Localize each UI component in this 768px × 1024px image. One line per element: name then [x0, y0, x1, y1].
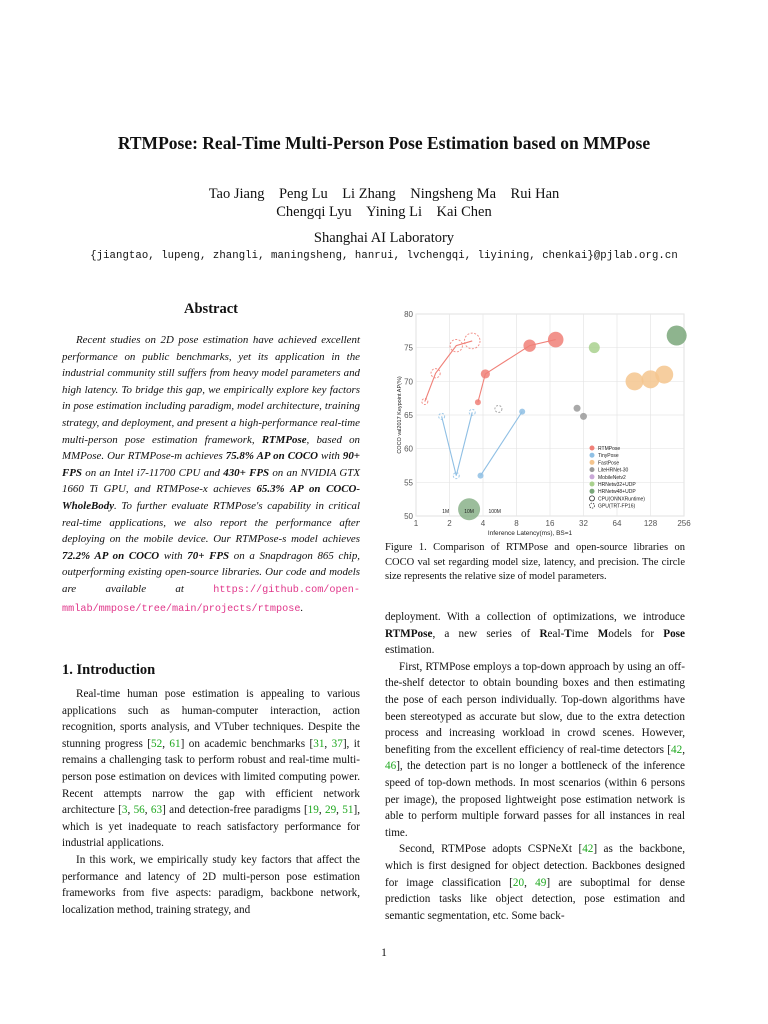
citation-link[interactable]: 29 — [324, 804, 337, 817]
section-heading-introduction: 1. Introduction — [62, 662, 156, 678]
data-point — [478, 473, 484, 479]
x-tick-label: 4 — [480, 519, 486, 528]
y-tick-label: 50 — [404, 512, 413, 521]
legend-marker — [590, 474, 595, 479]
citation-link[interactable]: 52 — [151, 737, 163, 750]
size-legend-label: 1M — [442, 509, 450, 515]
author-line-2: Chengqi Lyu Yining Li Kai Chen — [276, 204, 492, 220]
citation-link[interactable]: 51 — [342, 804, 354, 817]
x-tick-label: 2 — [447, 519, 452, 528]
right-paragraph-2: Second, RTMPose adopts CSPNeXt [42] as the backbone, which is first designed for object detection. Backbones designed for image classification [20, 49] are suboptimal for dense prediction tasks like object detection, pose estimation and semantic segmentation, etc. Some back- — [385, 843, 686, 922]
intro-paragraph-2: In this work, we empirically study key factors that affect the performance and latency of 2D multi-person pose estimation frameworks from five aspects: paradigm, backbone network, localization method, training strategy, and — [62, 853, 360, 916]
data-point — [523, 339, 535, 351]
x-tick-label: 1 — [413, 519, 419, 528]
size-legend-label: 10M — [464, 509, 474, 515]
citation-link[interactable]: 49 — [535, 876, 547, 889]
legend-marker — [590, 482, 595, 487]
paper-title: RTMPose: Real-Time Multi-Person Pose Estimation based on MMPose — [117, 133, 651, 153]
citation-link[interactable]: 46 — [385, 760, 397, 773]
y-tick-label: 75 — [404, 343, 413, 353]
legend-label: HRNetw48+UDP — [598, 489, 636, 496]
legend-marker — [590, 467, 595, 472]
page-number: 1 — [381, 947, 387, 959]
x-tick-label: 16 — [545, 519, 555, 528]
left-column-body — [62, 686, 360, 918]
legend-marker — [590, 453, 595, 458]
x-tick-label: 32 — [579, 519, 588, 528]
citation-link[interactable]: 20 — [512, 876, 525, 889]
x-tick-label: 64 — [612, 519, 622, 528]
right-paragraph-0: deployment. With a collection of optimizations, we introduce RTMPose, a new series of Real-Time Models for Pose estimation. — [385, 611, 685, 657]
citation-link[interactable]: 3 — [121, 804, 128, 817]
legend-label: RTMPose — [598, 446, 621, 452]
x-tick-label: 128 — [643, 519, 658, 528]
legend-marker — [590, 460, 595, 465]
citation-link[interactable]: 61 — [169, 737, 181, 750]
legend-label: MobileNetv2 — [598, 474, 626, 481]
data-point — [519, 409, 525, 415]
citation-link[interactable]: 37 — [331, 737, 343, 750]
scatter-chart — [392, 306, 692, 538]
citation-link[interactable]: 19 — [307, 804, 319, 817]
figure-1-caption: Figure 1. Comparison of RTMPose and open-source libraries on COCO val set regarding model size, latency, and precision. The circle size represents the relative size of model parameters. — [385, 542, 685, 583]
citation-link[interactable]: 42 — [582, 843, 594, 856]
legend-label: HRNetw32+UDP — [598, 482, 636, 488]
x-axis-label: Inference Latency(ms), BS=1 — [487, 530, 573, 537]
right-paragraph-1: First, RTMPose employs a top-down approach by using an off-the-shelf detector to obtain bounding boxes and then estimating the pose of each person individually. Top-down algorithms have been stereotyped as accurate but slow, due to the extra detection process and increasing workload in crowd scenes. However, benefiting from the excellent efficiency of real-time detectors [42, 46], the detection part is no longer a bottleneck of the inference speed of top-down methods. In most scenarios (within 6 persons per image), the proposed lightweight pose estimation network is able to perform multiple forward passes for all instances in real time. — [385, 660, 685, 839]
legend-label: GPU(TRT-FP16) — [598, 503, 636, 510]
legend-marker — [590, 446, 595, 451]
data-point — [655, 366, 673, 384]
citation-link[interactable]: 31 — [313, 737, 325, 750]
data-point — [475, 399, 481, 405]
data-point — [548, 332, 564, 348]
citation-link[interactable]: 63 — [150, 804, 163, 817]
data-point — [589, 342, 600, 353]
legend-label: CPU(ONNXRuntime) — [598, 496, 645, 503]
legend-label: LiteHRNet-30 — [598, 467, 629, 474]
author-emails: {jiangtao, lupeng, zhangli, maningsheng, hanrui, lvchengqi, liyining, chenkai}@pjlab.org.cn — [90, 250, 678, 262]
x-tick-label: 8 — [514, 519, 519, 528]
y-axis-label: COCO val2017 Keypoint AP(%) — [397, 376, 403, 454]
size-legend-label: 100M — [488, 509, 501, 515]
legend-label: TinyPose — [598, 453, 619, 460]
y-tick-label: 80 — [404, 310, 413, 319]
figure-1-chart — [392, 306, 692, 538]
data-point — [626, 372, 644, 390]
x-tick-label: 256 — [677, 519, 691, 528]
author-line-1: Tao Jiang Peng Lu Li Zhang Ningsheng Ma Rui Han — [208, 186, 560, 202]
citation-link[interactable]: 42 — [671, 743, 683, 756]
code-url-link[interactable]: https://github.com/open-mmlab/mmpose/tree/main/projects/rtmpose — [62, 584, 360, 615]
intro-paragraph-1: Real-time human pose estimation is appealing to various applications such as human-computer interaction, action recognition, sports analysis, and VTuber techniques. Despite the stunning progress [52, 61] on academic benchmarks [31, 37], it remains a challenging task to perform robust and real-time multi-person pose estimation on devices with limited computing power. Recent attempts narrow the gap with efficient network architecture [3, 56, 63] and detection-free paradigms [19, 29, 51], which is yet inadequate to reach satisfactory performance for industrial applications. — [62, 688, 361, 850]
y-tick-label: 55 — [404, 478, 413, 488]
legend-marker — [590, 489, 595, 494]
y-tick-label: 65 — [404, 411, 413, 420]
data-point — [481, 369, 490, 378]
affiliation: Shanghai AI Laboratory — [313, 230, 455, 246]
y-tick-label: 60 — [404, 444, 413, 454]
data-point — [574, 405, 581, 412]
author-list — [0, 185, 768, 221]
abstract-text: Recent studies on 2D pose estimation have achieved excellent performance on public benchmarks, yet its application in the industrial community still suffers from heavy model parameters and high latency. To bridge this gap, we empirically explore key factors in pose estimation including paradigm, model architecture, training strategy, and deployment, and present a high-performance real-time multi-person pose estimation framework, RTMPose, based on MMPose. Our RTMPose-m achieves 75.8% AP on COCO with 90+ FPS on an Intel i7-11700 CPU and 430+ FPS on an NVIDIA GTX 1660 Ti GPU, and RTMPose-x achieves 65.3% AP on COCO-WholeBody. To further evaluate RTMPose's capability in critical real-time applications, we also report the performance after deploying on the mobile device. Our RTMPose-s model achieves 72.2% AP on COCO with 70+ FPS on a Snapdragon 865 chip, outperforming existing open-source libraries. Our code and models are available at https://github.com/open-mmlab/mmpose/tree/main/projects/rtmpose. — [62, 334, 360, 615]
y-tick-label: 70 — [404, 377, 413, 387]
data-point — [580, 413, 587, 420]
data-point — [667, 326, 687, 346]
right-column-body — [385, 609, 685, 924]
legend-label: FastPose — [598, 460, 620, 467]
citation-link[interactable]: 56 — [133, 804, 145, 817]
abstract-heading: Abstract — [184, 301, 238, 317]
